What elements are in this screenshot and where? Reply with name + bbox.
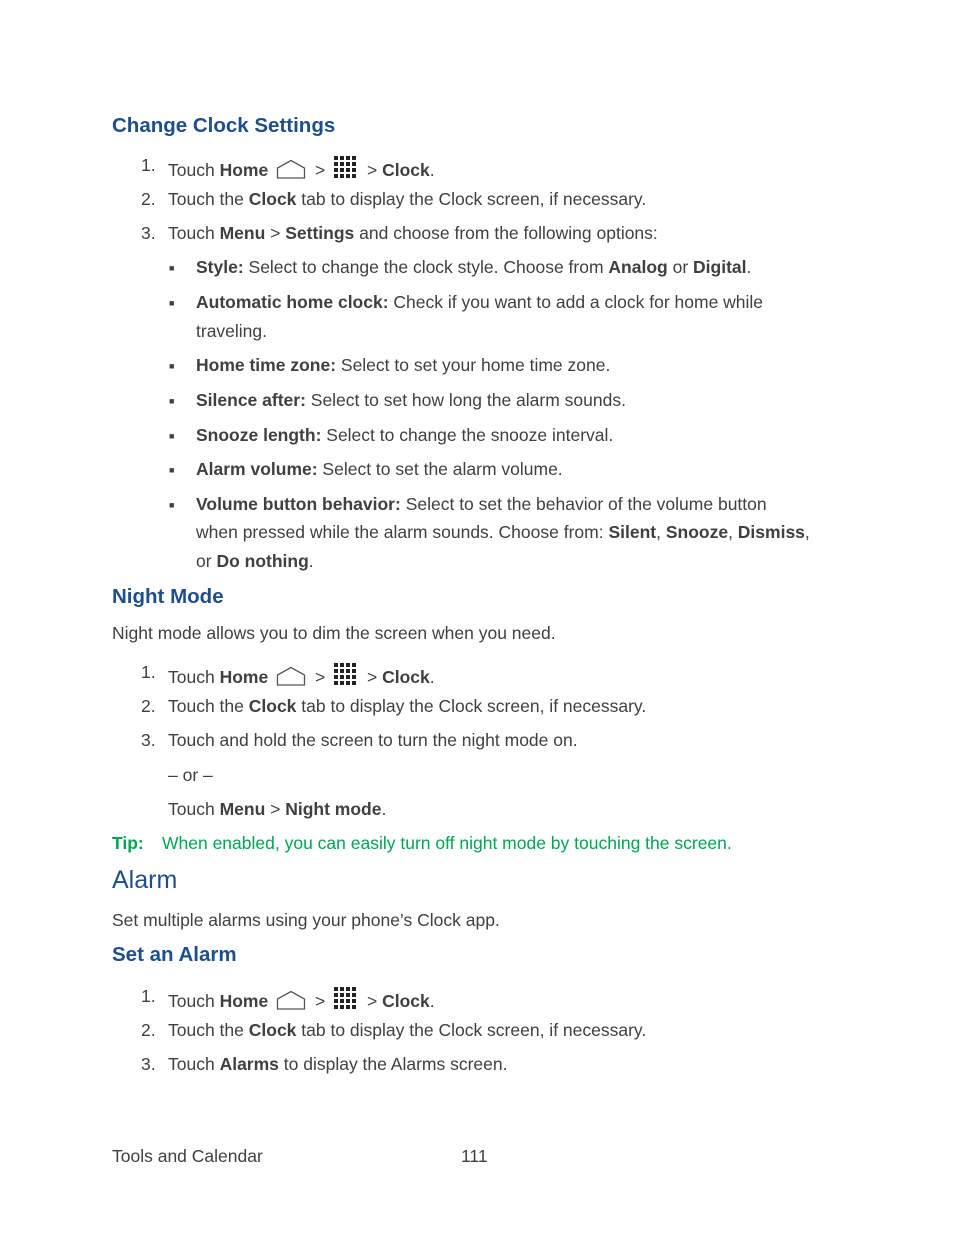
home-icon (276, 159, 306, 184)
bullet-icon: ■ (169, 431, 175, 441)
option-volume-button-behavior-cont: when pressed while the alarm sounds. Choose from: Silent, Snooze, Dismiss, (196, 522, 810, 542)
step-number: 1. (141, 155, 156, 175)
tip-text: When enabled, you can easily turn off night mode by touching the screen. (162, 833, 732, 853)
alarm-intro: Set multiple alarms using your phone’s Clock app. (112, 910, 500, 930)
step-text: Touch Home > > Clock. (168, 986, 435, 1017)
bullet-icon: ■ (169, 298, 175, 308)
step-text: Touch the Clock tab to display the Clock screen, if necessary. (168, 189, 647, 209)
step-number: 3. (141, 1054, 156, 1074)
heading-set-an-alarm: Set an Alarm (112, 943, 237, 966)
step-text: Touch the Clock tab to display the Clock screen, if necessary. (168, 1020, 647, 1040)
step-number: 2. (141, 696, 156, 716)
step-text: Touch Menu > Settings and choose from the following options: (168, 223, 658, 243)
step-text: Touch Alarms to display the Alarms screen. (168, 1054, 508, 1074)
option-style: Style: Select to change the clock style. Choose from Analog or Digital. (196, 257, 752, 277)
home-icon (276, 666, 306, 691)
option-volume-button-behavior: Volume button behavior: Select to set the behavior of the volume button (196, 494, 767, 514)
apps-icon (333, 155, 359, 186)
home-icon (276, 990, 306, 1015)
option-automatic-home-clock-cont: traveling. (196, 321, 268, 341)
step-text: Touch and hold the screen to turn the night mode on. (168, 730, 578, 750)
option-volume-button-behavior-cont2: or Do nothing. (196, 551, 314, 571)
apps-icon (333, 986, 359, 1017)
step-text: Touch the Clock tab to display the Clock screen, if necessary. (168, 696, 647, 716)
step-alt-text: Touch Menu > Night mode. (168, 799, 387, 819)
tip-label: Tip: (112, 833, 144, 853)
option-snooze-length: Snooze length: Select to change the snooze interval. (196, 425, 614, 445)
footer-page-number: 111 (461, 1146, 488, 1166)
step-text: Touch Home > > Clock. (168, 662, 435, 693)
heading-alarm: Alarm (112, 866, 178, 894)
bullet-icon: ■ (169, 465, 175, 475)
step-number: 3. (141, 223, 156, 243)
option-automatic-home-clock: Automatic home clock: Check if you want to add a clock for home while (196, 292, 764, 312)
option-silence-after: Silence after: Select to set how long the alarm sounds. (196, 390, 626, 410)
or-separator: – or – (168, 765, 213, 785)
step-number: 1. (141, 662, 156, 682)
step-text: Touch Home > > Clock. (168, 155, 435, 186)
apps-icon (333, 662, 359, 693)
step-number: 2. (141, 189, 156, 209)
heading-change-clock-settings: Change Clock Settings (112, 114, 336, 137)
footer-section-title: Tools and Calendar (112, 1146, 263, 1166)
heading-night-mode: Night Mode (112, 585, 224, 608)
night-mode-intro: Night mode allows you to dim the screen when you need. (112, 623, 556, 643)
bullet-icon: ■ (169, 396, 175, 406)
option-home-time-zone: Home time zone: Select to set your home time zone. (196, 355, 611, 375)
option-alarm-volume: Alarm volume: Select to set the alarm volume. (196, 459, 563, 479)
bullet-icon: ■ (169, 500, 175, 510)
step-number: 3. (141, 730, 156, 750)
bullet-icon: ■ (169, 361, 175, 371)
bullet-icon: ■ (169, 263, 175, 273)
step-number: 1. (141, 986, 156, 1006)
step-number: 2. (141, 1020, 156, 1040)
